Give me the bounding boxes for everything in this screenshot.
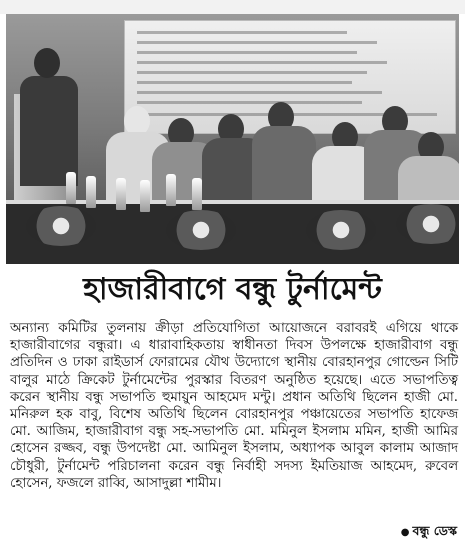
trophy [140, 180, 150, 212]
flower-arrangement [306, 210, 376, 250]
trophy [166, 174, 176, 206]
trophy [66, 172, 76, 204]
trophy [116, 178, 126, 210]
top-strip [0, 0, 465, 14]
byline [401, 523, 457, 543]
headline: হাজারীবাগে বন্ধু টুর্নামেন্ট [83, 272, 382, 307]
byline-label: বন্ধু ডেস্ক [412, 523, 457, 538]
flower-arrangement [26, 206, 96, 246]
article-body: অন্যান্য কমিটির তুলনায় ক্রীড়া প্রতিযোগিতা আয়োজনে বরাবরই এগিয়ে থাকে হাজারীবাগের বন্ধুরা। এ ধারাবাহিকতায় স্বাধীনতা দিবস উপলক্ষে হাজারীবাগ বন্ধু প্রতিদিন ও ঢাকা রাইডার্স ফোরামের যৌথ উদ্যোগে স্থানীয় বোরহানপুর গোল্ডেন সিটি বালুর মাঠে ক্রিকেট টুর্নামেন্টের পুরস্কার বিতরণ অনুষ্ঠিত হয়েছে। এতে সভাপতিত্ব করেন স্থানীয় বন্ধু সভাপতি হুমায়ুন আহমেদ মন্টু। প্রধান অতিথি ছিলেন হাজী মো. মনিরুল হক বাবু, বিশেষ অতিথি ছিলেন বোরহানপুর পঞ্চায়েতের সভাপতি হাফেজ মো. আজিম, হাজারীবাগ বন্ধু সহ-সভাপতি মো. মমিনুল ইসলাম মমিন, হাজী আমির হোসেন রজ্জব, বন্ধু উপদেষ্টা মো. আমিনুল ইসলাম, অধ্যাপক আবুল কালাম আজাদ চৌধুরী, টুর্নামেন্ট পরিচালনা করেন বন্ধু নির্বাহী সদস্য ইমতিয়াজ আহমেদ, রুবেল হোসেন, ফজলে রাব্বি, আসাদুল্লা শামীম। [10, 321, 458, 491]
speaker [20, 76, 78, 186]
flower-arrangement [396, 204, 459, 244]
bullet-icon: ● [400, 527, 410, 538]
trophy [192, 178, 202, 210]
trophy [86, 176, 96, 208]
speaker-head [34, 48, 60, 78]
event-photo [6, 14, 459, 264]
flower-arrangement [166, 210, 236, 250]
